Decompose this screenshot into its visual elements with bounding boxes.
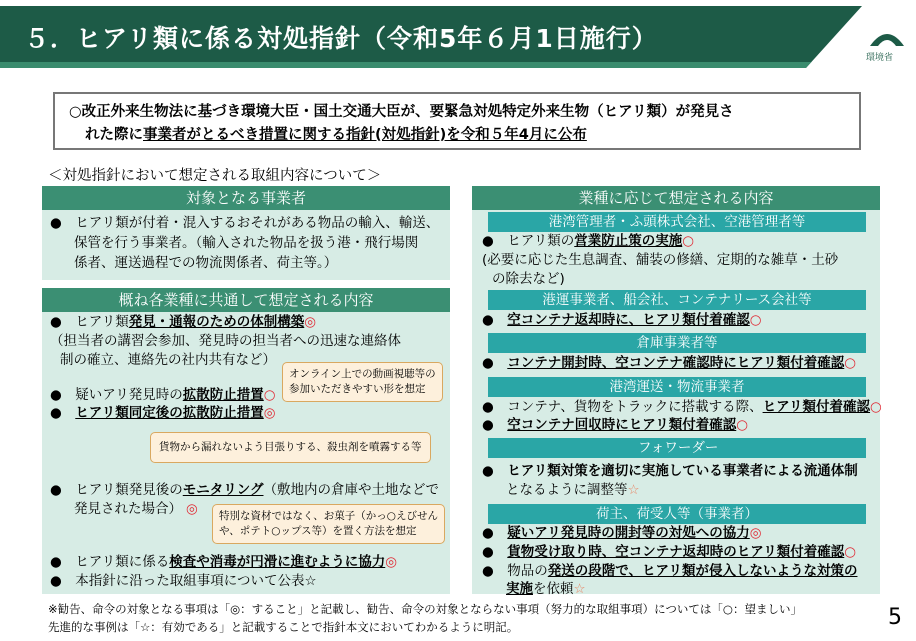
mandatory-mark: ◎	[749, 525, 762, 541]
common-header: 概ね各業種に共通して想定される内容	[42, 288, 450, 312]
common-item-4-post: （敷地内の倉庫や土地などで	[263, 482, 439, 498]
common-item-3: ● ヒアリ類同定後の拡散防止措置◎	[50, 405, 276, 421]
common-item-1-sub-1: （担当者の講習会参加、発見時の担当者への迅速な連絡体	[50, 333, 401, 349]
summary-line-2-pre: れた際に	[85, 127, 143, 143]
recommended-mark: ○	[749, 312, 762, 328]
sec6-header: 荷主、荷受人等（事業者）	[488, 504, 866, 524]
sec6-item-3-bold: 発送の段階で、ヒアリ類が侵入しないような対策の	[547, 563, 858, 579]
common-item-4-line-2-text: 発見された場合）	[74, 501, 182, 517]
sec5-line-2	[506, 481, 640, 500]
recommended-mark: ○	[263, 387, 276, 403]
sec6-item-3-line-2	[506, 580, 586, 599]
sec4-item-1-bold: ヒアリ類付着確認	[762, 399, 871, 415]
sec5-header: フォワーダー	[488, 438, 866, 458]
effective-mark: ☆	[627, 482, 640, 498]
sec2-header: 港運事業者、船会社、コンテナリース会社等	[488, 290, 866, 310]
recommended-mark: ○	[736, 417, 749, 433]
summary-line-2	[85, 123, 587, 144]
footnote	[48, 600, 802, 636]
callout-seal: 貨物から漏れないよう目張りする、殺虫剤を噴霧する等	[150, 432, 431, 463]
title-stripe	[0, 62, 862, 68]
sec2-item: ● 空コンテナ返却時に、ヒアリ類付着確認○	[482, 312, 762, 328]
common-item-6: ● 本指針に沿った取組事項について公表☆	[50, 573, 317, 589]
sec6-item-3-pre: 物品の	[507, 563, 548, 579]
common-item-4-bold: モニタリング	[182, 482, 264, 498]
sec6-item-1-bold: 疑いアリ発見時の開封等の対処への協力	[507, 525, 750, 541]
callout-bait	[212, 504, 445, 544]
mandatory-mark: ◎	[263, 405, 276, 421]
sec4-header: 港湾運送・物流事業者	[488, 377, 866, 397]
effective-mark: ☆	[573, 581, 586, 597]
sec4-item-2-bold: 空コンテナ回収時にヒアリ類付着確認	[507, 417, 737, 433]
common-item-1: ● ヒアリ類発見・通報のための体制構築◎	[50, 314, 317, 330]
common-item-3-bold: ヒアリ類同定後の拡散防止措置	[75, 405, 264, 421]
sec3-item-bold: コンテナ開封時、空コンテナ確認時にヒアリ類付着確認	[507, 355, 845, 371]
sec6-item-3-post: を依頼	[533, 581, 574, 597]
mandatory-mark: ◎	[186, 501, 198, 517]
summary-box	[53, 92, 861, 150]
logo-label: 環境省	[866, 53, 894, 63]
footnote-line-1: ※勧告、命令の対象となる事項は「◎：すること」と記載し、勧告、命令の対象とならない事項（努力的な取組事項）については「○：望ましい」	[48, 602, 802, 616]
sec6-item-3-line-2-bold: 実施	[506, 581, 533, 597]
sec2-item-bold: 空コンテナ返却時に、ヒアリ類付着確認	[507, 312, 750, 328]
mandatory-mark: ◎	[385, 554, 398, 570]
intro-heading: ＜対処指針において想定される取組内容について＞	[48, 168, 382, 184]
target-line-2: 保管を行う事業者。（輸入された物品を扱う港・飛行場関	[74, 235, 419, 251]
common-item-5-bold: 検査や消毒が円滑に進むように協力	[169, 554, 386, 570]
sec5-line-2-text: となるように調整等	[506, 482, 628, 498]
common-item-2-bold: 拡散防止措置	[182, 387, 264, 403]
common-item-1-sub-2: 制の確立、連絡先の社内共有など）	[60, 352, 276, 368]
common-item-2: ● 疑いアリ発見時の拡散防止措置○	[50, 387, 276, 403]
sec3-item: ● コンテナ開封時、空コンテナ確認時にヒアリ類付着確認○	[482, 355, 857, 371]
page-number: 5	[888, 605, 902, 630]
common-item-4: ● ヒアリ類発見後のモニタリング（敷地内の倉庫や土地などで	[50, 482, 439, 498]
common-item-1-bold: 発見・通報のための体制構築	[128, 314, 305, 330]
callout-online-line-1: オンライン上での動画視聴等の	[289, 368, 436, 380]
summary-line-2-underlined: 事業者がとるべき措置に関する指針(対処指針)を令和５年4月に公布	[143, 127, 587, 143]
sec6-item-1: ● 疑いアリ発見時の開封等の対処への協力◎	[482, 525, 762, 541]
common-item-6-text: 本指針に沿った取組事項について公表	[75, 573, 305, 589]
effective-mark: ☆	[304, 573, 317, 589]
industry-header: 業種に応じて想定される内容	[472, 186, 880, 210]
sec4-item-1-pre: コンテナ、貨物をトラックに搭載する際、	[507, 399, 763, 415]
sec6-item-3: ● 物品の発送の段階で、ヒアリ類が侵入しないような対策の	[482, 563, 858, 579]
page-title: ５．ヒアリ類に係る対処指針（令和5年６月1日施行）	[24, 24, 658, 53]
target-line-1: ● ヒアリ類が付着・混入するおそれがある物品の輸入、輸送、	[50, 215, 440, 231]
sec3-header: 倉庫事業者等	[488, 333, 866, 353]
callout-online-line-2: 参加いただきやすい形を想定	[289, 383, 426, 395]
sec1-header: 港湾管理者・ふ頭株式会社、空港管理者等	[488, 212, 866, 232]
sec1-item-bold: 営業防止策の実施	[574, 233, 683, 249]
common-item-2-pre: 疑いアリ発見時の	[75, 387, 183, 403]
common-item-5-pre: ヒアリ類に係る	[75, 554, 170, 570]
sec6-item-2-bold: 貨物受け取り時、空コンテナ返却時のヒアリ類付着確認	[507, 544, 845, 560]
recommended-mark: ○	[682, 233, 695, 249]
target-line-3: 係者、運送過程での物流関係者、荷主等。）	[74, 255, 338, 271]
sec5-item: ● ヒアリ類対策を適切に実施している事業者による流通体制	[482, 463, 858, 479]
mandatory-mark: ◎	[304, 314, 317, 330]
common-item-5: ● ヒアリ類に係る検査や消毒が円滑に進むように協力◎	[50, 554, 398, 570]
sec1-item-pre: ヒアリ類の	[507, 233, 575, 249]
sec6-item-2: ● 貨物受け取り時、空コンテナ返却時のヒアリ類付着確認○	[482, 544, 857, 560]
recommended-mark: ○	[870, 399, 882, 415]
recommended-mark: ○	[844, 355, 857, 371]
sec1-sub-2: の除去など)	[492, 271, 565, 287]
sec1-item: ● ヒアリ類の営業防止策の実施○	[482, 233, 695, 249]
recommended-mark: ○	[844, 544, 857, 560]
sec5-item-bold: ヒアリ類対策を適切に実施している事業者による流通体制	[507, 463, 858, 479]
callout-bait-line-2: や、ポテト○ップス等）を置く方法を想定	[219, 525, 417, 537]
common-item-4-pre: ヒアリ類発見後の	[75, 482, 183, 498]
callout-online	[282, 362, 443, 402]
common-item-1-pre: ヒアリ類	[75, 314, 129, 330]
sec1-sub-1: (必要に応じた生息調査、舗装の修繕、定期的な雑草・土砂	[482, 252, 839, 268]
common-item-4-line-2	[74, 500, 182, 519]
target-header: 対象となる事業者	[42, 186, 450, 210]
sec4-item-2: ● 空コンテナ回収時にヒアリ類付着確認○	[482, 417, 749, 433]
footnote-line-2: 先進的な事例は「☆：有効である」と記載することで指針本文においてわかるように明記。	[48, 620, 519, 634]
sec4-item-1: ● コンテナ、貨物をトラックに搭載する際、ヒアリ類付着確認○	[482, 399, 882, 415]
summary-line-1: ○改正外来生物法に基づき環境大臣・国土交通大臣が、要緊急対処特定外来生物（ヒアリ類）が発見さ	[69, 104, 734, 120]
callout-bait-line-1: 特別な資材ではなく、お菓子（かっ○えびせん	[219, 510, 438, 522]
